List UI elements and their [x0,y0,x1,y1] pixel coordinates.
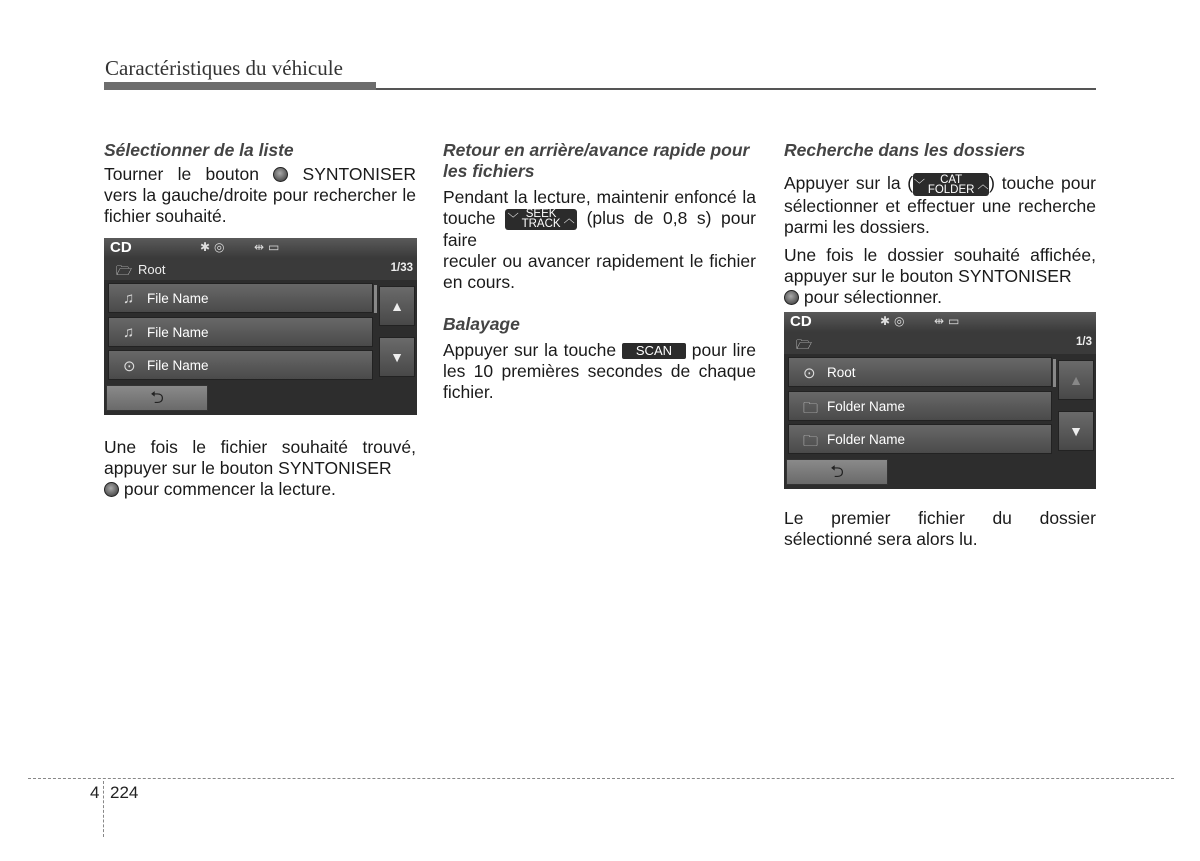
scrollbar[interactable] [374,285,377,313]
current-path: Root [138,262,166,277]
text: Pendant la lecture, maintenir enfoncé la touche [443,187,756,228]
column-select-list-after [104,437,416,500]
paragraph-folder-select [784,245,1096,308]
paragraph-first-file: Le premier fichier du dossier sélectionné sera alors lu. [784,508,1096,549]
text: pour commencer la lecture. [123,479,336,499]
section-heading-seek: Retour en arrière/avance rapide pour les fichiers [443,140,750,181]
scroll-up-button[interactable]: ▲ [379,286,415,326]
column-seek-scan [443,140,756,403]
header-bar [104,82,376,90]
list-item-label: File Name [147,325,209,340]
scroll-up-button[interactable]: ▲ [1058,360,1094,400]
text: Une fois le fichier souhaité trouvé, appuyer sur le bouton SYNTONISER [104,437,416,478]
chevron-down-icon: ﹀ [507,213,519,226]
text: pour sélectionner. [803,287,943,307]
scrollbar[interactable] [1053,359,1056,387]
screen-status-bar [784,312,1096,332]
chevron-down-icon: ﹀ [913,178,925,191]
text: Appuyer sur la ( [784,173,914,194]
list-item-label: Folder Name [827,399,906,414]
play-circle-icon: ⊙ [803,365,816,382]
list-item[interactable] [108,283,373,313]
column-folder-search [784,140,1096,308]
key-label-bottom: TRACK [521,218,561,231]
back-button[interactable]: ⮌ [106,385,208,411]
paragraph-turn-knob [104,164,416,227]
paragraph-scan [443,340,756,403]
text: pour lire les 10 premières secondes de chaque fichier. [443,339,756,402]
footer-rule [28,778,1174,779]
text: Appuyer sur la touche [443,339,617,360]
folder-open-icon: 🗁 [796,337,813,352]
tune-knob-icon [104,482,119,497]
header-rule [376,88,1096,90]
list-item[interactable] [788,357,1052,387]
mode-label: CD [790,313,812,330]
list-item-label: Root [827,365,856,380]
text: Tourner le bouton [104,164,259,184]
key-label-top: SEEK [525,208,557,221]
text: reculer ou avancer rapidement le fichier en cours. [443,250,756,292]
text: (plus de 0,8 s) pour faire [443,208,756,250]
section-heading-folder: Recherche dans les dossiers [784,140,1026,160]
text: SYNTONISER vers la gauche/droite pour rechercher le fichier souhaité. [104,164,416,226]
tune-knob-icon [273,167,288,182]
page-indicator: 1/33 [390,262,413,274]
usb-icon: ⇹▭ [254,240,284,254]
play-circle-icon: ⊙ [123,358,136,375]
back-button[interactable]: ⮌ [786,459,888,485]
scan-key [622,343,686,359]
screen-path-bar [104,258,417,280]
paragraph-seek [443,187,756,293]
list-item[interactable] [788,424,1052,454]
page-header-title: Caractéristiques du véhicule [105,56,343,80]
screen-status-bar [104,238,417,258]
column-folder-after [784,508,1096,550]
cd-screen-folder-list [784,312,1096,489]
folder-icon: 🗀 [803,433,819,450]
music-note-icon: ♫ [123,290,135,307]
key-label-bottom: FOLDER [927,183,975,196]
folder-icon: 🗀 [803,400,819,417]
paragraph-press-knob [104,437,416,500]
cat-folder-key [913,173,989,196]
usb-icon: ⇹▭ [934,314,964,328]
tune-knob-icon [784,290,799,305]
paragraph-cat-folder [784,173,1096,238]
key-label-top: CAT [940,173,963,186]
list-item[interactable] [788,391,1052,421]
folder-open-icon: 🗁 [116,263,133,278]
list-item[interactable] [108,350,373,380]
bluetooth-icon: ✱◎ [880,314,909,328]
music-note-icon: ♫ [123,324,135,341]
column-select-list [104,140,416,227]
section-heading-select-list: Sélectionner de la liste [104,140,294,160]
page-indicator: 1/3 [1076,336,1092,348]
text: ) touche pour sélectionner et effectuer une recherche parmi les dossiers. [784,173,1096,237]
list-item-label: File Name [147,358,209,373]
scroll-down-button[interactable]: ▼ [1058,411,1094,451]
section-heading-scan: Balayage [443,313,520,334]
mode-label: CD [110,239,132,256]
chevron-up-icon: ︿ [563,213,575,226]
footer-divider [103,781,104,837]
key-label: SCAN [635,343,673,359]
text: Une fois le dossier souhaité affichée, appuyer sur le bouton SYNTONISER [784,245,1096,286]
seek-track-key [505,209,577,230]
list-item[interactable] [108,317,373,347]
bluetooth-icon: ✱◎ [200,240,229,254]
screen-path-bar [784,332,1096,354]
list-item-label: File Name [147,291,209,306]
list-item-label: Folder Name [827,432,906,447]
page-number: 224 [110,783,139,802]
section-number: 4 [90,783,100,802]
cd-screen-file-list [104,238,417,415]
chevron-up-icon: ︿ [977,178,989,191]
scroll-down-button[interactable]: ▼ [379,337,415,377]
